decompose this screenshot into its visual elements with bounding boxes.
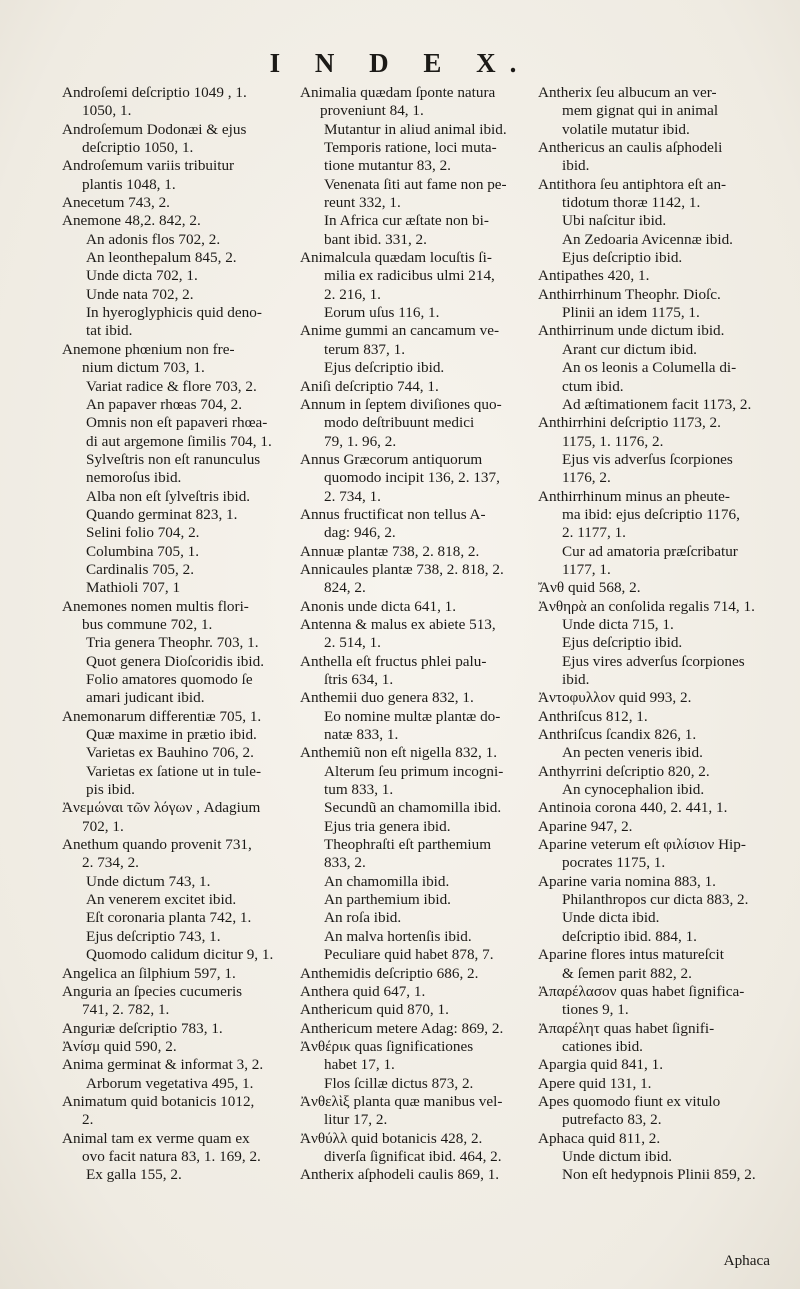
index-entry: habet 17, 1.: [324, 1056, 395, 1074]
index-entry: pocrates 1175, 1.: [562, 854, 666, 872]
index-entry: Ejus deſcriptio 743, 1.: [86, 927, 221, 945]
index-entry: Anthirrinum unde dictum ibid.: [538, 322, 725, 340]
index-entry: ctum ibid.: [562, 377, 624, 395]
index-entry: Aparine varia nomina 883, 1.: [538, 872, 716, 890]
index-entry: Tria genera Theophr. 703, 1.: [86, 634, 259, 652]
index-entry: Secundũ an chamomilla ibid.: [324, 799, 502, 817]
index-entry: Anime gummi an cancamum ve-: [300, 322, 500, 340]
index-entry: 833, 2.: [324, 854, 366, 872]
index-entry: Anthyrrini deſcriptio 820, 2.: [538, 762, 710, 780]
index-entry: di aut argemone ſimilis 704, 1.: [86, 432, 272, 450]
index-entry: 702, 1.: [82, 817, 124, 835]
index-entry: An malva hortenſis ibid.: [324, 927, 472, 945]
index-entry: Eſt coronaria planta 742, 1.: [86, 909, 252, 927]
index-entry: pis ibid.: [86, 781, 135, 799]
index-entry: Ἀνίσμ quid 590, 2.: [62, 1037, 177, 1055]
index-entry: Ἀνθέρικ quas ſignificationes: [300, 1037, 474, 1055]
index-entry: 1176, 2.: [562, 469, 611, 487]
index-entry: Variat radice & flore 703, 2.: [86, 377, 257, 395]
index-entry: proveniunt 84, 1.: [320, 102, 424, 120]
index-entry: 1050, 1.: [82, 102, 132, 120]
index-entry: terum 837, 1.: [324, 340, 405, 358]
index-entry: An pecten veneris ibid.: [562, 744, 703, 762]
index-entry: volatile mutatur ibid.: [562, 120, 690, 138]
index-entry: An cynocephalion ibid.: [562, 781, 705, 799]
index-entry: tiones 9, 1.: [562, 1001, 629, 1019]
index-entry: ibid.: [562, 671, 590, 688]
index-entry: An roſa ibid.: [324, 909, 402, 927]
index-entry: Animatum quid botanicis 1012,: [62, 1092, 255, 1110]
index-entry: Omnis non eſt papaveri rhœa-: [86, 414, 268, 432]
index-entry: 741, 2. 782, 1.: [82, 1001, 170, 1019]
index-entry: bant ibid. 331, 2.: [324, 230, 427, 248]
index-entry: Arborum vegetativa 495, 1.: [86, 1074, 254, 1092]
index-entry: 2. 216, 1.: [324, 285, 381, 303]
catchword: Aphaca: [723, 1252, 770, 1269]
index-entry: Quomodo calidum dicitur 9, 1.: [86, 946, 274, 964]
index-entry: Annuæ plantæ 738, 2. 818, 2.: [300, 542, 480, 560]
index-entry: An parthemium ibid.: [324, 891, 451, 909]
index-entry: litur 17, 2.: [324, 1111, 388, 1129]
index-entry: 2. 514, 1.: [324, 634, 381, 652]
index-entry: Anemone 48,2. 842, 2.: [62, 212, 201, 230]
index-entry: 1175, 1. 1176, 2.: [562, 432, 664, 450]
index-entry: 79, 1. 96, 2.: [324, 432, 397, 450]
index-entry: Peculiare quid habet 878, 7.: [324, 946, 494, 964]
index-entry: Animalia quædam ſponte natura: [300, 84, 496, 101]
index-entry: Ad æſtimationem facit 1173, 2.: [562, 395, 752, 413]
index-entry: Androſemi deſcriptio 1049 , 1.: [62, 84, 247, 101]
index-entry: deſcriptio ibid. 884, 1.: [562, 927, 697, 945]
index-entry: Anguria an ſpecies cucumeris: [62, 982, 243, 1000]
index-entry: Anthirrhini deſcriptio 1173, 2.: [538, 414, 721, 432]
index-entry: natæ 833, 1.: [324, 726, 399, 744]
index-entry: Plinii an idem 1175, 1.: [562, 304, 700, 322]
index-entry: Alterum ſeu primum incogni-: [324, 762, 504, 780]
index-entry: Ex galla 155, 2.: [86, 1166, 182, 1184]
index-entry: Androſemum variis tribuitur: [62, 157, 235, 175]
index-entry: Quando germinat 823, 1.: [86, 505, 238, 523]
index-entry: Mutantur in aliud animal ibid.: [324, 120, 507, 138]
index-entry: Aparine 947, 2.: [538, 817, 633, 835]
index-entry: Ἀπαρέλασον quas habet ſignifica-: [538, 982, 745, 1000]
index-entry: Apere quid 131, 1.: [538, 1074, 652, 1092]
index-entry: Quot genera Dioſcoridis ibid.: [86, 652, 264, 670]
index-entry: ovo facit natura 83, 1. 169, 2.: [82, 1147, 261, 1165]
index-entry: Anthera quid 647, 1.: [300, 982, 426, 1000]
index-entry: Ejus vires adverſus ſcorpiones: [562, 652, 745, 670]
index-entry: Mathioli 707, 1: [86, 579, 181, 597]
index-entry: modo deſtribuunt medici: [324, 414, 475, 432]
index-entry: Varietas ex Bauhino 706, 2.: [86, 744, 254, 762]
index-entry: amari judicant ibid.: [86, 689, 205, 707]
index-entry: Anthemidis deſcriptio 686, 2.: [300, 964, 479, 982]
index-entry: Animalcula quædam locuſtis ſi-: [300, 249, 492, 267]
index-entry: Selini folio 704, 2.: [86, 524, 200, 542]
index-entry: Eo nomine multæ plantæ do-: [324, 707, 501, 725]
index-entry: Apargia quid 841, 1.: [538, 1056, 664, 1074]
index-entry: tat ibid.: [86, 322, 133, 340]
index-entry: Cur ad amatoria præſcribatur: [562, 542, 738, 560]
index-entry: Philanthropos cur dicta 883, 2.: [562, 891, 749, 909]
index-entry: Theophraſti eſt parthemium: [324, 836, 492, 854]
index-column-1: [62, 84, 298, 1185]
index-entry: Androſemum Dodonæi & ejus: [62, 120, 247, 138]
index-entry: Unde dictum ibid.: [562, 1147, 673, 1165]
index-entry: An chamomilla ibid.: [324, 872, 450, 890]
index-entry: quomodo incipit 136, 2. 137,: [324, 469, 500, 487]
index-entry: Unde dicta 715, 1.: [562, 615, 674, 633]
index-entry: Ἀνεμώναι τῶν λόγων , Adagium: [62, 799, 261, 817]
index-entry: diverſa ſignificat ibid. 464, 2.: [324, 1147, 502, 1165]
index-entry: Venenata ſiti aut fame non pe-: [324, 175, 507, 193]
index-entry: Eorum uſus 116, 1.: [324, 304, 440, 322]
index-entry: Aparine flores intus matureſcit: [538, 946, 724, 964]
index-entry: milia ex radicibus ulmi 214,: [324, 267, 495, 285]
index-entry: ma ibid: ejus deſcriptio 1176,: [562, 505, 740, 523]
index-entry: Anethum quando provenit 731,: [62, 836, 252, 854]
index-entry: ibid.: [562, 157, 590, 175]
index-entry: Anthirrhinum minus an pheute-: [538, 487, 730, 505]
index-entry: tidotum thoræ 1142, 1.: [562, 194, 701, 212]
index-entry: nium dictum 703, 1.: [82, 359, 205, 377]
index-entry: Ἀνθελὶξ planta quæ manibus vel-: [300, 1092, 503, 1110]
index-column-2: [300, 84, 536, 1185]
index-entry: Arant cur dictum ibid.: [562, 340, 697, 358]
index-entry: plantis 1048, 1.: [82, 175, 176, 193]
index-entry: Anguriæ deſcriptio 783, 1.: [62, 1019, 223, 1037]
index-entry: bus commune 702, 1.: [82, 615, 213, 633]
index-entry: Annicaules plantæ 738, 2. 818, 2.: [300, 560, 504, 578]
index-entry: Antherix aſphodeli caulis 869, 1.: [300, 1166, 500, 1184]
index-entry: An papaver rhœas 704, 2.: [86, 395, 243, 413]
index-entry: Anima germinat & informat 3, 2.: [62, 1056, 264, 1074]
index-entry: Antipathes 420, 1.: [538, 267, 650, 285]
index-entry: Varietas ex ſatione ut in tule-: [86, 762, 262, 780]
index-entry: Ejus deſcriptio ibid.: [562, 249, 683, 267]
index-entry: Anemone phœnium non fre-: [62, 340, 235, 358]
index-entry: Ἀπαρέλητ quas habet ſignifi-: [538, 1019, 715, 1037]
index-entry: Ἀντοφυλλον quid 993, 2.: [538, 689, 692, 707]
index-entry: mem gignat qui in animal: [562, 102, 719, 120]
index-entry: Unde dicta ibid.: [562, 909, 660, 927]
index-entry: Ejus deſcriptio ibid.: [324, 359, 445, 377]
index-entry: Anemones nomen multis flori-: [62, 597, 249, 615]
index-entry: deſcriptio 1050, 1.: [82, 139, 194, 157]
index-entry: Ἄνθ quid 568, 2.: [538, 579, 641, 597]
index-entry: An os leonis a Columella di-: [562, 359, 737, 377]
index-entry: 2.: [82, 1111, 94, 1129]
index-entry: Folio amatores quomodo ſe: [86, 671, 253, 688]
index-entry: In Africa cur æſtate non bi-: [324, 212, 489, 230]
index-column-3: [538, 84, 772, 1185]
index-entry: Anthericus an caulis aſphodeli: [538, 139, 723, 157]
index-entry: Animal tam ex verme quam ex: [62, 1129, 250, 1147]
index-entry: 2. 734, 2.: [82, 854, 139, 872]
index-entry: reunt 332, 1.: [324, 194, 401, 212]
index-entry: Angelica an ſilphium 597, 1.: [62, 964, 236, 982]
index-entry: Anonis unde dicta 641, 1.: [300, 597, 457, 615]
index-entry: Ἀνθηρὰ an conſolida regalis 714, 1.: [538, 597, 755, 615]
index-entry: In hyeroglyphicis quid deno-: [86, 304, 262, 322]
index-entry: dag: 946, 2.: [324, 524, 396, 542]
index-entry: Flos ſcillæ dictus 873, 2.: [324, 1074, 474, 1092]
index-entry: tione mutantur 83, 2.: [324, 157, 451, 175]
index-entry: nemoroſus ibid.: [86, 469, 182, 487]
index-entry: 824, 2.: [324, 579, 366, 597]
index-entry: Apes quomodo fiunt ex vitulo: [538, 1092, 721, 1110]
index-entry: Anthericum quid 870, 1.: [300, 1001, 449, 1019]
index-entry: Unde dicta 702, 1.: [86, 267, 198, 285]
index-entry: Ejus deſcriptio ibid.: [562, 634, 683, 652]
index-entry: 1177, 1.: [562, 560, 611, 578]
index-entry: Anemonarum differentiæ 705, 1.: [62, 707, 262, 725]
index-entry: Anthemiũ non eſt nigella 832, 1.: [300, 744, 497, 762]
index-entry: Unde dictum 743, 1.: [86, 872, 211, 890]
index-entry: Ἀνθύλλ quid botanicis 428, 2.: [300, 1129, 483, 1147]
index-entry: Sylveſtris non eſt ranunculus: [86, 450, 261, 468]
index-entry: & ſemen parit 882, 2.: [562, 964, 692, 982]
index-entry: 2. 734, 1.: [324, 487, 381, 505]
index-entry: Non eſt hedypnois Plinii 859, 2.: [562, 1166, 756, 1184]
index-entry: Temporis ratione, loci muta-: [324, 139, 497, 157]
index-entry: 2. 1177, 1.: [562, 524, 626, 542]
index-entry: Annum in ſeptem diviſiones quo-: [300, 395, 502, 413]
index-entry: An Zedoaria Avicennæ ibid.: [562, 230, 733, 248]
index-entry: Anthemii duo genera 832, 1.: [300, 689, 474, 707]
index-entry: Anthirrhinum Theophr. Dioſc.: [538, 285, 721, 303]
index-entry: Antithora ſeu antiphtora eſt an-: [538, 175, 727, 193]
index-entry: Quæ maxime in prætio ibid.: [86, 726, 257, 744]
page-title: I N D E X.: [269, 48, 531, 78]
index-entry: Anthericum metere Adag: 869, 2.: [300, 1019, 504, 1037]
index-entry: Antenna & malus ex abiete 513,: [300, 615, 496, 633]
index-entry: Aparine veterum eſt φιλίσιον Hip-: [538, 836, 746, 854]
index-entry: ſtris 634, 1.: [324, 671, 394, 688]
index-entry: Cardinalis 705, 2.: [86, 560, 194, 578]
index-entry: Ejus vis adverſus ſcorpiones: [562, 450, 733, 468]
index-entry: cationes ibid.: [562, 1037, 643, 1055]
index-entry: Anecetum 743, 2.: [62, 194, 170, 212]
index-entry: Ubi naſcitur ibid.: [562, 212, 667, 230]
index-entry: Aniſi deſcriptio 744, 1.: [300, 377, 439, 395]
index-entry: Unde nata 702, 2.: [86, 285, 194, 303]
index-entry: An leonthepalum 845, 2.: [86, 249, 237, 267]
index-entry: Columbina 705, 1.: [86, 542, 200, 560]
index-entry: Antinoia corona 440, 2. 441, 1.: [538, 799, 728, 817]
index-entry: putrefacto 83, 2.: [562, 1111, 662, 1129]
index-entry: Ejus tria genera ibid.: [324, 817, 451, 835]
index-entry: An venerem excitet ibid.: [86, 891, 237, 909]
index-entry: Aphaca quid 811, 2.: [538, 1129, 661, 1147]
index-entry: Anthriſcus ſcandix 826, 1.: [538, 726, 697, 744]
index-entry: Anthella eſt fructus phlei palu-: [300, 652, 487, 670]
index-entry: tum 833, 1.: [324, 781, 394, 799]
index-entry: Alba non eſt ſylveſtris ibid.: [86, 487, 251, 505]
index-entry: An adonis flos 702, 2.: [86, 230, 221, 248]
index-entry: Annus fructificat non tellus A-: [300, 505, 486, 523]
index-entry: Anthriſcus 812, 1.: [538, 707, 648, 725]
index-entry: Annus Græcorum antiquorum: [300, 450, 483, 468]
index-entry: Antherix ſeu albucum an ver-: [538, 84, 717, 101]
